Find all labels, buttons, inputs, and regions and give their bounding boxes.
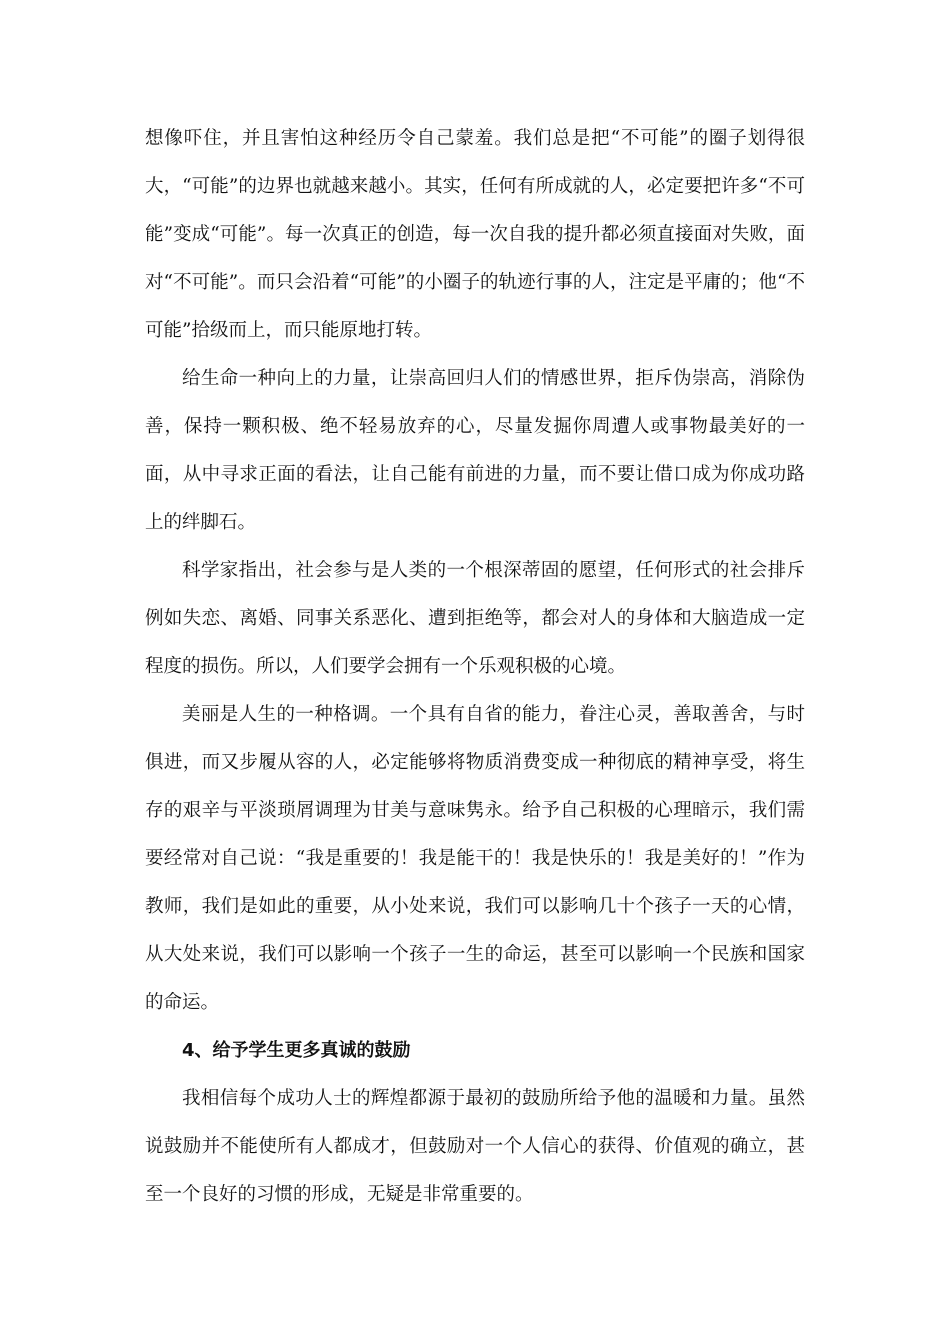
paragraph-upward-strength: 给生命一种向上的力量，让崇高回归人们的情感世界，拒斥伪崇高，消除伪善，保持一颗积极、绝不轻易放弃的心，尽量发掘你周遭人或事物最美好的一面，从中寻求正面的看法，让自己能有前进的力量，而不要让借口成为你成功路上的绊脚石。	[145, 368, 805, 533]
section-heading: 4、给予学生更多真诚的鼓励	[182, 1040, 411, 1061]
paragraph-social-participation: 科学家指出，社会参与是人类的一个根深蒂固的愿望，任何形式的社会排斥例如失恋、离婚、同事关系恶化、遭到拒绝等，都会对人的身体和大脑造成一定程度的损伤。所以，人们要学会拥有一个乐观积极的心境。	[145, 560, 805, 677]
paragraph-beauty-of-life: 美丽是人生的一种格调。一个具有自省的能力，眷注心灵，善取善舍，与时俱进，而又步履从容的人，必定能够将物质消费变成一种彻底的精神享受，将生存的艰辛与平淡琐屑调理为甘美与意味隽永。给予自己积极的心理暗示，我们需要经常对自己说：“我是重要的！我是能干的！我是快乐的！我是美好的！”作为教师，我们是如此的重要，从小处来说，我们可以影响几十个孩子一天的心情，从大处来说，我们可以影响一个孩子一生的命运，甚至可以影响一个民族和国家的命运。	[145, 704, 805, 1013]
paragraph-encouragement: 我相信每个成功人士的辉煌都源于最初的鼓励所给予他的温暖和力量。虽然说鼓励并不能使所有人都成才，但鼓励对一个人信心的获得、价值观的确立，甚至一个良好的习惯的形成，无疑是非常重要的。	[145, 1088, 805, 1205]
paragraph-continued: 想像吓住，并且害怕这种经历令自己蒙羞。我们总是把“不可能”的圈子划得很大，“可能”的边界也就越来越小。其实，任何有所成就的人，必定要把许多“不可能”变成“可能”。每一次真正的创造，每一次自我的提升都必须直接面对失败，面对“不可能”。而只会沿着“可能”的小圈子的轨迹行事的人，注定是平庸的；他“不可能”拾级而上，而只能原地打转。	[145, 128, 805, 341]
document-body	[145, 115, 805, 1219]
